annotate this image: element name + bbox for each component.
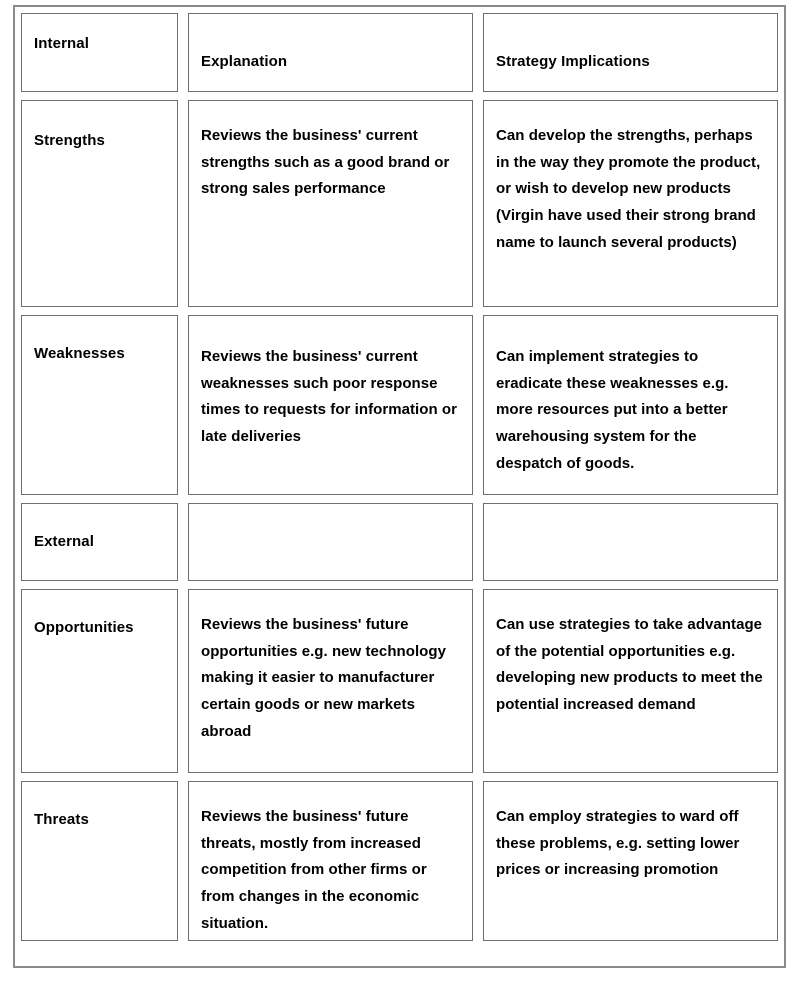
table-row-external	[21, 503, 778, 581]
cell-category-internal	[21, 13, 178, 92]
column-header-explanation: Explanation	[201, 53, 288, 70]
explanation-text-strengths: Reviews the business' current strengths such as a good brand or strong sales performance	[201, 127, 450, 198]
explanation-text-opportunities: Reviews the business' future opportunities e.g. new technology making it easier to manufacturer certain goods or new markets abroad	[201, 616, 446, 740]
row-label-threats: Threats	[34, 811, 89, 828]
explanation-text-threats: Reviews the business' future threats, mostly from increased competition from other firms or from changes in the economic situation.	[201, 808, 427, 932]
cell-implications-opportunities	[483, 589, 778, 773]
cell-header-strategy-implications	[483, 13, 778, 92]
cell-header-explanation	[188, 13, 473, 92]
cell-category-strengths	[21, 100, 178, 307]
cell-explanation-threats	[188, 781, 473, 941]
cell-explanation-strengths	[188, 100, 473, 307]
cell-implications-strengths	[483, 100, 778, 307]
table-row-threats	[21, 781, 778, 941]
table-row-opportunities	[21, 589, 778, 773]
implications-text-opportunities: Can use strategies to take advantage of the potential opportunities e.g. developing new products to meet the potential increased demand	[496, 616, 763, 714]
swot-table	[21, 13, 778, 960]
cell-implications-threats	[483, 781, 778, 941]
cell-explanation-opportunities	[188, 589, 473, 773]
cell-category-opportunities	[21, 589, 178, 773]
cell-explanation-external-empty	[188, 503, 473, 581]
swot-table-frame	[13, 5, 786, 968]
table-row-weaknesses	[21, 315, 778, 495]
cell-implications-external-empty	[483, 503, 778, 581]
row-label-strengths: Strengths	[34, 132, 105, 149]
implications-text-threats: Can employ strategies to ward off these problems, e.g. setting lower prices or increasing promotion	[496, 808, 740, 879]
cell-category-threats	[21, 781, 178, 941]
table-row-strengths	[21, 100, 778, 307]
column-header-strategy-implications: Strategy Implications	[496, 53, 650, 70]
column-header-internal: Internal	[34, 35, 89, 52]
section-label-external: External	[34, 533, 94, 550]
cell-category-weaknesses	[21, 315, 178, 495]
row-label-opportunities: Opportunities	[34, 619, 134, 636]
table-row-header	[21, 13, 778, 92]
implications-text-weaknesses: Can implement strategies to eradicate these weaknesses e.g. more resources put into a better warehousing system for the despatch of goods.	[496, 348, 729, 472]
explanation-text-weaknesses: Reviews the business' current weaknesses such poor response times to requests for information or late deliveries	[201, 348, 457, 446]
cell-implications-weaknesses	[483, 315, 778, 495]
cell-explanation-weaknesses	[188, 315, 473, 495]
row-label-weaknesses: Weaknesses	[34, 345, 125, 362]
cell-category-external	[21, 503, 178, 581]
implications-text-strengths: Can develop the strengths, perhaps in the way they promote the product, or wish to develop new products (Virgin have used their strong brand name to launch several products)	[496, 127, 761, 251]
